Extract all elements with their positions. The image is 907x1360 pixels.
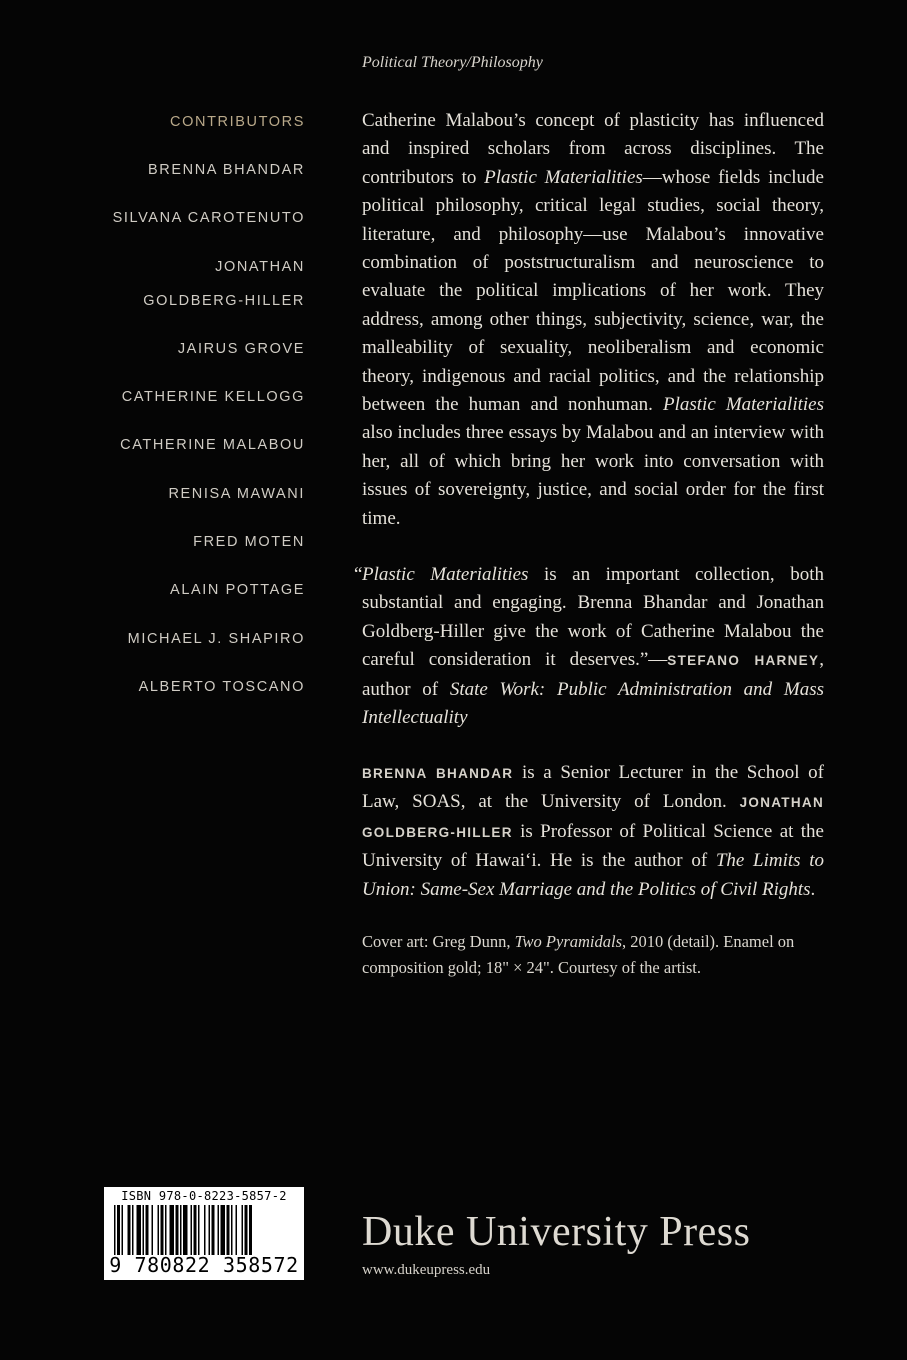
contributor-name: FRED MOTEN [193, 534, 305, 551]
contributor-name: CATHERINE KELLOGG [121, 389, 305, 406]
cover-art-credit [362, 929, 824, 981]
contributor-name: BRENNA BHANDAR [148, 162, 305, 178]
editor-bios [362, 759, 824, 904]
author-book-title: State Work: Public Administration and Mass Intellectuality [362, 678, 825, 729]
publisher-website: www.dukeupress.edu [362, 1262, 491, 1278]
artwork-title: Two Pyramidals [514, 932, 623, 951]
subject-category: Political Theory/Philosophy [362, 54, 543, 71]
endorsement-quote [354, 561, 825, 732]
contributors-list [45, 112, 305, 725]
book-title: Plastic Materialities [484, 166, 643, 188]
quote-author: STEFANO HARNEY [667, 653, 820, 669]
bio-end: . [810, 878, 816, 900]
contributor-name: MICHAEL J. SHAPIRO [127, 630, 305, 647]
contributor-name: CATHERINE MALABOU [120, 437, 305, 454]
book-description [362, 107, 824, 533]
description-text: also includes three essays by Malabou and an interview with her, all of which bring her work into conversation with issues of sovereignty, justice, and social order for the first time. [362, 422, 824, 529]
contributor-name: JAIRUS GROVE [177, 340, 305, 357]
contributor-name: ALAIN POTTAGE [170, 582, 305, 599]
editor-name: BRENNA BHANDAR [362, 766, 514, 781]
editor-name: JONATHAN GOLDBERG-HILLER [362, 795, 824, 840]
bio-text: is Professor of Political Science at the University of Hawai‘i. He is the author of [362, 820, 824, 872]
contributor-name: RENISA MAWANI [168, 485, 305, 502]
contributor-name: JONATHAN [215, 258, 305, 275]
open-quote-mark: “ [354, 564, 363, 585]
description-text: —whose fields include political philosophy, critical legal studies, social theory, literature, and philosophy—use Malabou’s innovative combination of poststructuralism and neuroscience to evaluate the political implications of her work. They address, among other things, subjectivity, science, war, the malleability of sexuality, neoliberalism and economic theory, indigenous and racial politics, and the relationship between the human and nonhuman. [362, 166, 824, 416]
contributors-heading: CONTRIBUTORS [170, 114, 305, 130]
contributor-name: SILVANA CAROTENUTO [112, 210, 305, 227]
quote-author-suffix: , author of [362, 649, 825, 700]
book-title: Plastic Materialities [662, 394, 824, 416]
contributor-name: GOLDBERG-HILLER [143, 292, 305, 309]
bio-text: is a Senior Lecturer in the School of Law, SOAS, at the University of London. [362, 762, 824, 813]
description-text: Catherine Malabou’s concept of plasticity has influenced and inspired scholars from across disciplines. The contributors to [362, 110, 824, 188]
barcode-digits: 9 780822 358572 [109, 1253, 299, 1277]
publisher-name: Duke University Press [362, 1209, 751, 1255]
quoted-title: Plastic Materialities [362, 564, 529, 585]
credit-prefix: Cover art: Greg Dunn, [362, 932, 515, 951]
credit-suffix: , 2010 (detail). Enamel on composition gold; 18" × 24". Courtesy of the artist. [362, 932, 795, 977]
quote-text: is an important collection, both substantial and engaging. Brenna Bhandar and Jonathan Goldberg-Hiller give the work of Catherine Malabou the careful consideration it deserves.”— [362, 564, 824, 671]
isbn-barcode [104, 1187, 304, 1280]
contributor-name: ALBERTO TOSCANO [138, 678, 305, 695]
editor-book-title: The Limits to Union: Same-Sex Marriage and the Politics of Civil Rights [362, 850, 824, 900]
isbn-label: ISBN 978-0-8223-5857-2 [121, 1189, 287, 1203]
